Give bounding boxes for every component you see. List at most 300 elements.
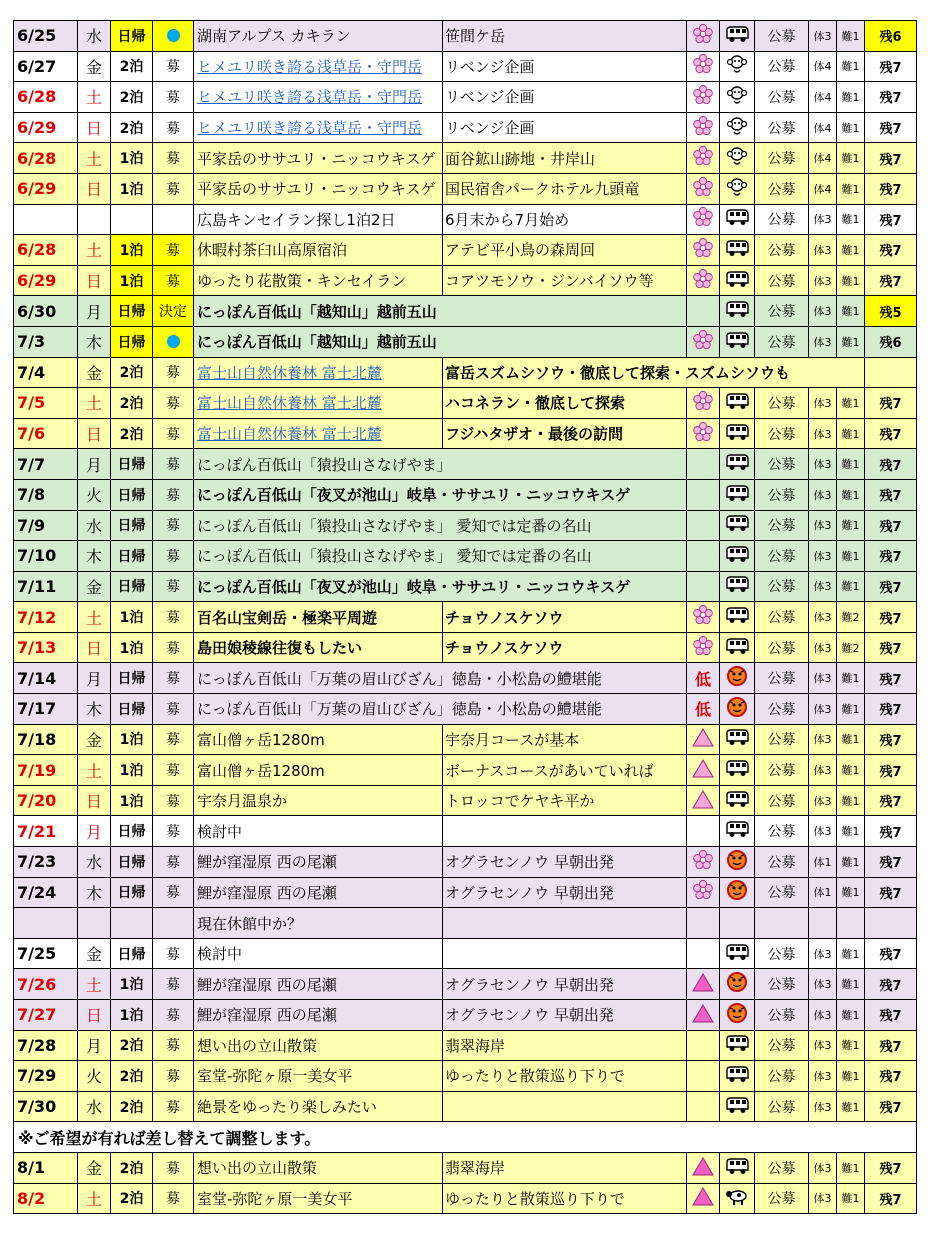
flower-icon xyxy=(692,604,714,630)
recruit-cell xyxy=(755,785,809,816)
tour-title-cell xyxy=(194,877,443,908)
date-text: 7/26 xyxy=(17,974,57,994)
bus-icon xyxy=(724,24,750,48)
remaining-text: 残7 xyxy=(879,672,902,688)
date-text: 7/10 xyxy=(17,546,57,566)
weekday-cell xyxy=(78,938,111,969)
date-text: 7/18 xyxy=(17,729,57,749)
stay-cell xyxy=(111,82,153,113)
difficulty-cell xyxy=(837,571,865,602)
icon-cell xyxy=(687,296,720,327)
tour-detail: 翡翠海岸 xyxy=(445,1159,506,1178)
status-cell xyxy=(153,847,194,878)
recruit-cell xyxy=(755,663,809,694)
difficulty-text: 難1 xyxy=(841,1100,860,1114)
table-row xyxy=(14,204,917,235)
difficulty-cell xyxy=(837,816,865,847)
transport-icon-cell xyxy=(720,816,755,847)
icon-cell xyxy=(687,785,720,816)
stay-text: 日帰 xyxy=(117,671,146,688)
flower-icon xyxy=(692,237,714,263)
status-text: 募 xyxy=(166,518,180,535)
difficulty-cell xyxy=(837,449,865,480)
monkey-icon xyxy=(725,115,749,141)
weekday-text: 水 xyxy=(85,516,102,536)
recruit-cell xyxy=(755,388,809,419)
weekday-text: 日 xyxy=(85,180,102,200)
tiger-icon xyxy=(726,1002,748,1028)
weekday-text: 日 xyxy=(85,639,102,659)
date-cell xyxy=(14,235,78,266)
flower-icon xyxy=(692,879,714,905)
stamina-text: 体3 xyxy=(813,580,832,594)
recruit-cell xyxy=(755,143,809,174)
stamina-cell xyxy=(809,51,837,82)
status-text: 募 xyxy=(166,854,180,871)
date-cell xyxy=(14,265,78,296)
icon-cell xyxy=(687,571,720,602)
remaining-text: 残7 xyxy=(879,1070,902,1086)
remaining-text: 残7 xyxy=(879,1009,902,1025)
weekday-cell xyxy=(78,969,111,1000)
recruit-cell xyxy=(755,51,809,82)
transport-icon-cell xyxy=(720,510,755,541)
weekday-text: 土 xyxy=(85,975,102,995)
date-text: 7/14 xyxy=(17,668,57,688)
stay-text: 日帰 xyxy=(117,457,146,474)
flower-icon xyxy=(692,635,714,661)
remaining-cell xyxy=(865,1091,917,1122)
remaining-text: 残7 xyxy=(879,886,902,902)
recruit-cell xyxy=(755,755,809,786)
difficulty-text: 難1 xyxy=(841,121,860,135)
tour-detail-cell xyxy=(443,724,687,755)
difficulty-text: 難1 xyxy=(841,274,860,288)
tour-title-cell xyxy=(194,1030,443,1061)
stay-text: 1泊 xyxy=(119,610,144,627)
status-cell xyxy=(153,82,194,113)
tour-title-cell xyxy=(194,418,443,449)
weekday-cell xyxy=(78,479,111,510)
icon-cell xyxy=(687,21,720,52)
flower-icon xyxy=(692,329,714,355)
stay-text: 2泊 xyxy=(119,1191,144,1208)
icon-cell xyxy=(687,724,720,755)
stay-cell xyxy=(111,510,153,541)
table-row xyxy=(14,479,917,510)
weekday-text: 金 xyxy=(85,57,102,77)
recruit-cell xyxy=(755,724,809,755)
recruit-cell xyxy=(755,602,809,633)
icon-cell xyxy=(687,632,720,663)
date-text: 7/19 xyxy=(17,760,57,780)
stamina-cell xyxy=(809,82,837,113)
tour-title: 休暇村茶臼山高原宿泊 xyxy=(197,241,348,260)
tour-title-cell xyxy=(194,571,687,602)
date-text: 7/8 xyxy=(17,485,46,505)
icon-cell xyxy=(687,479,720,510)
table-row xyxy=(14,21,917,52)
date-text: 7/12 xyxy=(17,607,57,627)
status-text: 募 xyxy=(166,242,180,259)
recruit-text: 公募 xyxy=(767,579,796,596)
weekday-text: 土 xyxy=(85,241,102,261)
recruit-text: 公募 xyxy=(767,946,796,963)
date-cell xyxy=(14,1030,78,1061)
date-cell xyxy=(14,1183,78,1214)
status-cell xyxy=(153,235,194,266)
weekday-cell xyxy=(78,785,111,816)
table-row xyxy=(14,143,917,174)
difficulty-text: 難2 xyxy=(841,641,860,655)
difficulty-cell xyxy=(837,388,865,419)
remaining-text: 残7 xyxy=(879,948,902,964)
date-cell xyxy=(14,1152,78,1183)
remaining-text: 残7 xyxy=(879,458,902,474)
bus-icon xyxy=(724,483,750,507)
tour-detail: チョウノスケソウ xyxy=(445,639,564,658)
weekday-text: 水 xyxy=(85,853,102,873)
bus-icon xyxy=(724,1156,750,1180)
recruit-text: 公募 xyxy=(767,273,796,290)
tour-detail-cell xyxy=(443,51,687,82)
stay-cell xyxy=(111,388,153,419)
table-row xyxy=(14,296,917,327)
icon-cell xyxy=(687,82,720,113)
tour-title: 想い出の立山散策 xyxy=(197,1036,318,1055)
table-row xyxy=(14,785,917,816)
weekday-cell xyxy=(78,112,111,143)
difficulty-cell xyxy=(837,21,865,52)
stamina-text: 体3 xyxy=(813,1069,832,1083)
weekday-text: 土 xyxy=(85,88,102,108)
recruit-text: 公募 xyxy=(767,977,796,994)
difficulty-cell xyxy=(837,1030,865,1061)
recruit-text: 公募 xyxy=(767,151,796,168)
status-cell xyxy=(153,479,194,510)
weekday-text: 土 xyxy=(85,761,102,781)
status-cell xyxy=(153,816,194,847)
weekday-cell xyxy=(78,694,111,725)
remaining-cell xyxy=(865,479,917,510)
icon-cell xyxy=(687,1183,720,1214)
stamina-cell xyxy=(809,1061,837,1092)
tour-detail-cell xyxy=(443,1030,687,1061)
stamina-text: 体3 xyxy=(813,764,832,778)
weekday-text: 木 xyxy=(85,700,102,720)
tour-detail: 面谷鉱山跡地・井岸山 xyxy=(445,149,596,168)
status-cell xyxy=(153,265,194,296)
stamina-cell xyxy=(809,571,837,602)
icon-cell xyxy=(687,112,720,143)
recruit-cell xyxy=(755,265,809,296)
tour-title-cell xyxy=(194,816,443,847)
table-row xyxy=(14,112,917,143)
difficulty-text: 難1 xyxy=(841,1192,860,1206)
tour-title-cell xyxy=(194,143,443,174)
status-text: 募 xyxy=(166,671,180,688)
tour-detail: ゆったりと散策巡り下りで xyxy=(445,1067,625,1086)
tour-title-cell xyxy=(194,938,443,969)
recruit-cell xyxy=(755,908,809,939)
table-row xyxy=(14,326,917,357)
weekday-text: 土 xyxy=(85,608,102,628)
status-cell xyxy=(153,602,194,633)
status-dot-icon xyxy=(167,335,180,348)
remaining-cell xyxy=(865,663,917,694)
remaining-text: 残7 xyxy=(879,213,902,229)
stamina-text: 体3 xyxy=(813,549,832,563)
recruit-cell xyxy=(755,938,809,969)
recruit-text: 公募 xyxy=(767,304,796,321)
status-text: 募 xyxy=(166,365,180,382)
weekday-cell xyxy=(78,510,111,541)
stay-cell xyxy=(111,449,153,480)
difficulty-cell xyxy=(837,326,865,357)
difficulty-text: 難1 xyxy=(841,794,860,808)
difficulty-text: 難1 xyxy=(841,1008,860,1022)
weekday-cell xyxy=(78,724,111,755)
tour-detail: ハコネラン・徹底して探索 xyxy=(445,394,626,413)
remaining-text: 残7 xyxy=(879,244,902,260)
tour-detail-cell xyxy=(443,1152,687,1183)
tour-detail: ボーナスコースがあいていれば xyxy=(445,761,654,780)
tour-title: ヒメユリ咲き誇る浅草岳・守門岳 xyxy=(197,119,423,138)
tour-title-cell xyxy=(194,1183,443,1214)
transport-icon-cell xyxy=(720,1091,755,1122)
flower-icon xyxy=(692,849,714,875)
status-cell xyxy=(153,1061,194,1092)
stamina-cell xyxy=(809,296,837,327)
stay-cell xyxy=(111,877,153,908)
remaining-text: 残7 xyxy=(879,122,902,138)
tour-detail-cell xyxy=(443,877,687,908)
transport-icon-cell xyxy=(720,479,755,510)
icon-cell xyxy=(687,143,720,174)
stamina-cell xyxy=(809,1030,837,1061)
transport-icon-cell xyxy=(720,1061,755,1092)
remaining-cell xyxy=(865,755,917,786)
flower-icon xyxy=(692,84,714,110)
date-cell xyxy=(14,479,78,510)
tour-detail-cell xyxy=(443,755,687,786)
difficulty-text: 難1 xyxy=(841,396,860,410)
stay-cell xyxy=(111,235,153,266)
tour-title-cell xyxy=(194,908,443,939)
stay-cell xyxy=(111,1061,153,1092)
tour-title: にっぽん百低山「猿投山さなげやま」 愛知では定番の名山 xyxy=(197,516,592,535)
status-text: 募 xyxy=(166,1038,180,1055)
status-cell xyxy=(153,21,194,52)
stamina-text: 体3 xyxy=(813,1039,832,1053)
status-cell xyxy=(153,1000,194,1031)
tour-detail-cell xyxy=(443,1061,687,1092)
bus-icon xyxy=(724,544,750,568)
weekday-text: 月 xyxy=(85,1036,102,1056)
table-row xyxy=(14,694,917,725)
table-row xyxy=(14,663,917,694)
status-cell xyxy=(153,296,194,327)
tour-detail: リベンジ企画 xyxy=(445,57,535,76)
weekday-cell xyxy=(78,204,111,235)
weekday-cell xyxy=(78,877,111,908)
date-cell xyxy=(14,938,78,969)
remaining-cell xyxy=(865,602,917,633)
status-cell xyxy=(153,969,194,1000)
tour-title-cell xyxy=(194,1091,443,1122)
remaining-text: 残6 xyxy=(879,30,902,46)
weekday-cell xyxy=(78,296,111,327)
stay-cell xyxy=(111,1091,153,1122)
transport-icon-cell xyxy=(720,1030,755,1061)
remaining-text: 残7 xyxy=(879,275,902,291)
tour-title-cell xyxy=(194,724,443,755)
mountain-icon xyxy=(691,726,715,752)
date-cell xyxy=(14,204,78,235)
difficulty-cell xyxy=(837,877,865,908)
date-cell xyxy=(14,1061,78,1092)
bus-icon xyxy=(724,1064,750,1088)
difficulty-text: 難1 xyxy=(841,60,860,74)
date-text: 7/25 xyxy=(17,944,57,964)
remaining-cell xyxy=(865,82,917,113)
weekday-text: 水 xyxy=(85,1098,102,1118)
table-row xyxy=(14,357,917,388)
weekday-text: 日 xyxy=(85,272,102,292)
flower-icon xyxy=(692,390,714,416)
status-text: 募 xyxy=(166,640,180,657)
stamina-cell xyxy=(809,112,837,143)
table-row xyxy=(14,1061,917,1092)
tour-title: ヒメユリ咲き誇る浅草岳・守門岳 xyxy=(197,57,423,76)
transport-icon-cell xyxy=(720,418,755,449)
date-text: 6/28 xyxy=(17,87,57,107)
status-cell xyxy=(153,357,194,388)
stay-cell xyxy=(111,1030,153,1061)
remaining-cell xyxy=(865,51,917,82)
tour-detail-cell xyxy=(443,82,687,113)
icon-cell xyxy=(687,816,720,847)
bus-icon xyxy=(724,758,750,782)
bus-icon xyxy=(724,942,750,966)
date-cell xyxy=(14,418,78,449)
weekday-text: 日 xyxy=(85,792,102,812)
schedule-sheet xyxy=(13,20,916,1214)
tour-title: 鯉が窪湿原 西の尾瀬 xyxy=(197,975,337,994)
difficulty-text: 難1 xyxy=(841,702,860,716)
transport-icon-cell xyxy=(720,785,755,816)
stamina-cell xyxy=(809,877,837,908)
icon-cell xyxy=(687,418,720,449)
difficulty-cell xyxy=(837,785,865,816)
tour-title: 百名山宝剣岳・極楽平周遊 xyxy=(197,608,378,627)
stay-cell xyxy=(111,204,153,235)
status-cell xyxy=(153,1183,194,1214)
weekday-cell xyxy=(78,82,111,113)
tour-detail-cell xyxy=(443,908,687,939)
stay-text: 日帰 xyxy=(117,304,146,321)
transport-icon-cell xyxy=(720,1152,755,1183)
transport-icon-cell xyxy=(720,571,755,602)
tour-detail-cell xyxy=(443,969,687,1000)
recruit-cell xyxy=(755,235,809,266)
stay-cell xyxy=(111,785,153,816)
transport-icon-cell xyxy=(720,847,755,878)
stay-cell xyxy=(111,816,153,847)
difficulty-cell xyxy=(837,541,865,572)
status-text: 募 xyxy=(166,701,180,718)
remaining-text: 残7 xyxy=(879,60,902,76)
tour-detail-cell xyxy=(443,847,687,878)
transport-icon-cell xyxy=(720,326,755,357)
recruit-text: 公募 xyxy=(767,1099,796,1116)
stamina-cell xyxy=(809,204,837,235)
transport-icon-cell xyxy=(720,755,755,786)
tour-title-cell xyxy=(194,1152,443,1183)
weekday-text: 月 xyxy=(85,669,102,689)
difficulty-cell xyxy=(837,112,865,143)
date-cell xyxy=(14,541,78,572)
date-cell xyxy=(14,908,78,939)
date-text: 7/30 xyxy=(17,1097,57,1117)
remaining-cell xyxy=(865,785,917,816)
tour-title: 鯉が窪湿原 西の尾瀬 xyxy=(197,1006,337,1025)
remaining-text: 残7 xyxy=(879,795,902,811)
recruit-cell xyxy=(755,204,809,235)
stamina-cell xyxy=(809,816,837,847)
weekday-text: 土 xyxy=(85,1189,102,1209)
stay-text: 1泊 xyxy=(119,763,144,780)
remaining-text: 残7 xyxy=(879,703,902,719)
date-text: 7/24 xyxy=(17,882,57,902)
date-cell xyxy=(14,357,78,388)
tour-title-cell xyxy=(194,510,687,541)
mountain-pink-icon xyxy=(691,1002,715,1028)
tour-detail-cell xyxy=(443,785,687,816)
stamina-cell xyxy=(809,173,837,204)
table-row xyxy=(14,265,917,296)
stay-text: 日帰 xyxy=(117,885,146,902)
date-cell xyxy=(14,602,78,633)
tour-detail-cell xyxy=(443,173,687,204)
remaining-cell xyxy=(865,816,917,847)
stamina-text: 体3 xyxy=(813,672,832,686)
remaining-cell xyxy=(865,541,917,572)
weekday-text: 木 xyxy=(85,547,102,567)
stay-cell xyxy=(111,969,153,1000)
weekday-cell xyxy=(78,1061,111,1092)
stamina-text: 体3 xyxy=(813,702,832,716)
weekday-cell xyxy=(78,1030,111,1061)
stamina-text: 体4 xyxy=(813,182,832,196)
date-text: 8/2 xyxy=(17,1188,46,1208)
stamina-text: 体3 xyxy=(813,213,832,227)
stamina-text: 体3 xyxy=(813,641,832,655)
difficulty-cell xyxy=(837,510,865,541)
stamina-cell xyxy=(809,265,837,296)
stay-text: 日帰 xyxy=(117,824,146,841)
table-row xyxy=(14,235,917,266)
recruit-text: 公募 xyxy=(767,763,796,780)
recruit-cell xyxy=(755,816,809,847)
stamina-text: 体3 xyxy=(813,611,832,625)
difficulty-text: 難1 xyxy=(841,488,860,502)
remaining-text: 残7 xyxy=(879,152,902,168)
flower-icon xyxy=(692,145,714,171)
status-text: 募 xyxy=(166,610,180,627)
date-text: 7/29 xyxy=(17,1066,57,1086)
remaining-cell xyxy=(865,143,917,174)
